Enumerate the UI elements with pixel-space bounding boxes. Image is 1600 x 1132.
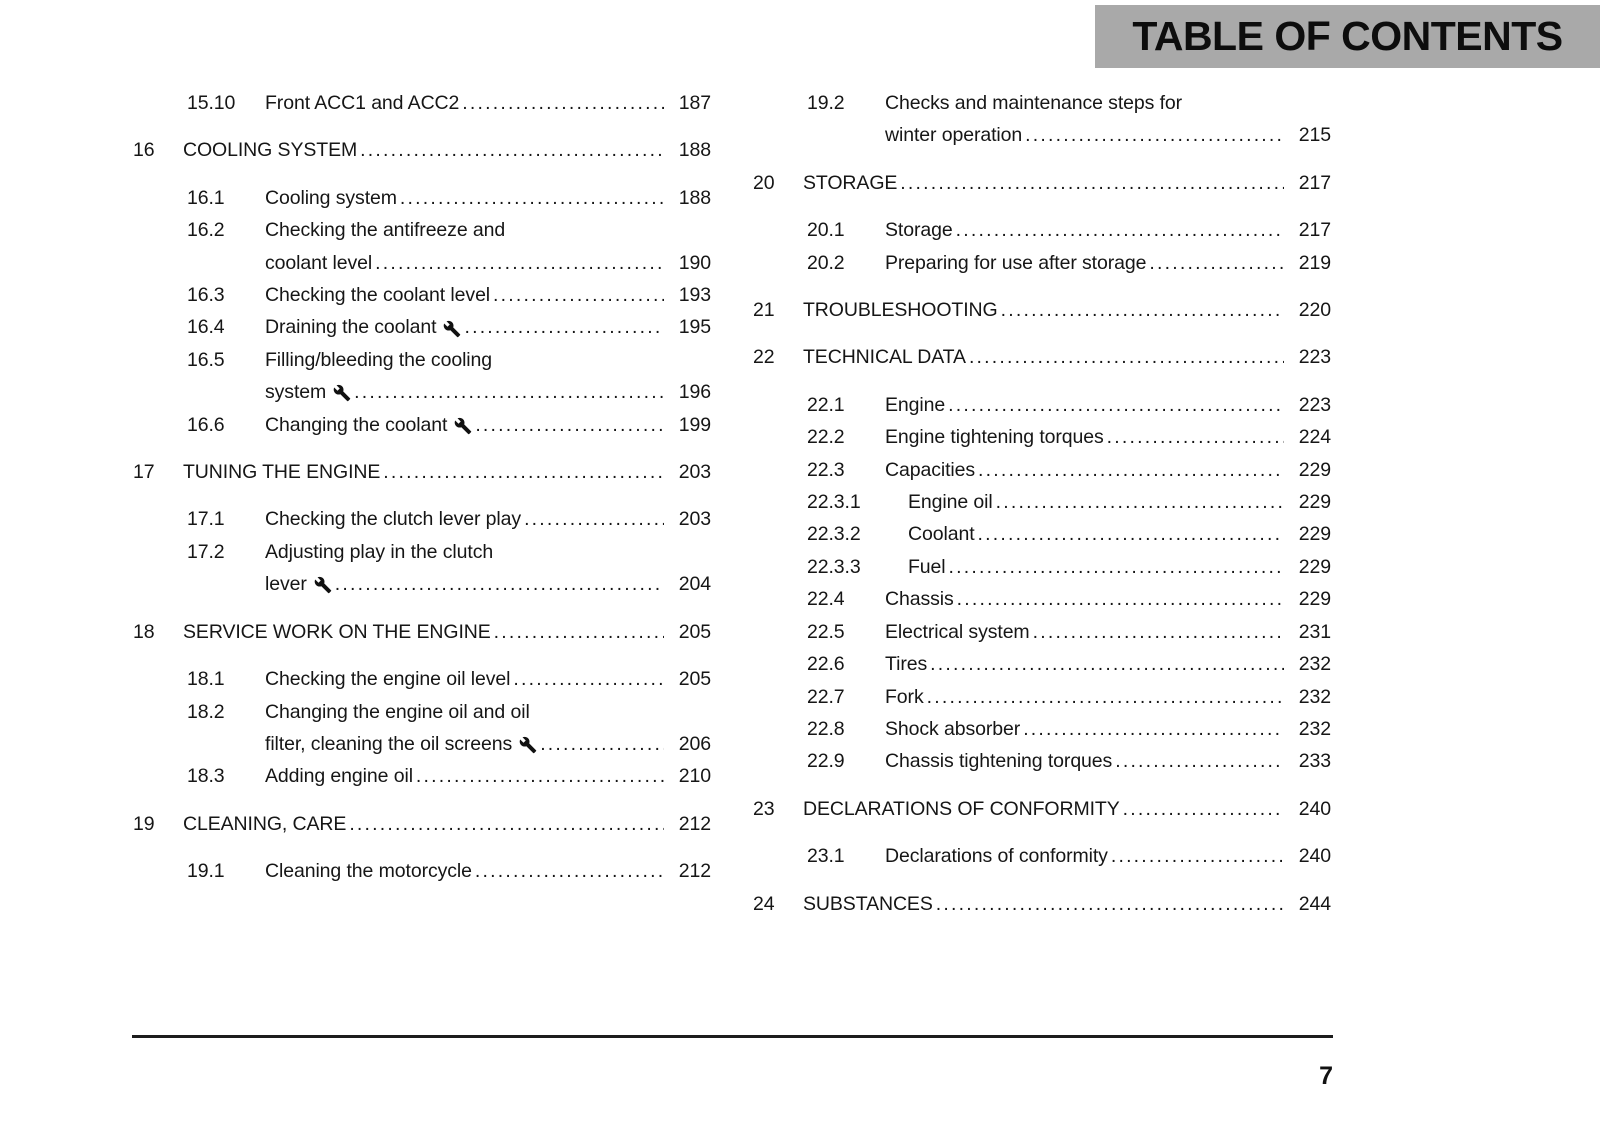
- entry-label: TROUBLESHOOTING: [803, 299, 998, 322]
- toc-chapter-entry: [753, 888, 1331, 920]
- toc-column-right: [753, 87, 1331, 935]
- entry-page-number: 223: [1298, 346, 1331, 369]
- entry-label: Checking the clutch lever play: [265, 508, 522, 531]
- entry-line: [885, 87, 1331, 119]
- entry-content: [885, 454, 1331, 486]
- entry-content: [885, 583, 1331, 615]
- entry-label: SUBSTANCES: [803, 892, 933, 915]
- entry-label: COOLING SYSTEM: [183, 139, 358, 162]
- toc-entry: [133, 503, 711, 535]
- toc-entry: [753, 551, 1331, 583]
- entry-label: Checking the coolant level: [265, 284, 491, 307]
- toc-entry: [133, 536, 711, 601]
- entry-label: Checking the engine oil level: [265, 668, 511, 691]
- toc-entry: [133, 696, 711, 761]
- toc-chapter-entry: [753, 167, 1331, 199]
- entry-content: [265, 855, 711, 887]
- entry-page-number: 232: [1298, 685, 1331, 708]
- toc-column-left: [133, 87, 711, 935]
- entry-number: 22.1: [807, 393, 845, 416]
- toc-entry: [753, 616, 1331, 648]
- page-title: TABLE OF CONTENTS: [1132, 13, 1563, 59]
- dot-leader: [383, 456, 664, 488]
- entry-content: [183, 616, 711, 648]
- entry-page-number: 188: [678, 186, 711, 209]
- entry-content: [908, 518, 1331, 550]
- entry-label: CLEANING, CARE: [183, 812, 347, 835]
- entry-page-number: 193: [678, 284, 711, 307]
- entry-page-number: 212: [678, 812, 711, 835]
- entry-page-number: 199: [678, 413, 711, 436]
- toc-chapter-entry: [133, 456, 711, 488]
- entry-page-number: 240: [1298, 797, 1331, 820]
- entry-label: Electrical system: [885, 620, 1030, 643]
- entry-page-number: 229: [1298, 588, 1331, 611]
- entry-content: [183, 456, 711, 488]
- toc-entry: [133, 87, 711, 119]
- dot-leader: [375, 247, 664, 279]
- entry-number: 22.6: [807, 653, 845, 676]
- entry-label: system: [265, 381, 327, 404]
- toc-entry: [753, 247, 1331, 279]
- toc-entry: [753, 214, 1331, 246]
- toc-entry: [133, 311, 711, 343]
- entry-page-number: 219: [1298, 251, 1331, 274]
- entry-label: Fuel: [908, 555, 946, 578]
- toc-entry: [753, 681, 1331, 713]
- entry-label: Tires: [885, 653, 928, 676]
- entry-number: 22.3.2: [807, 523, 861, 546]
- entry-line: [265, 247, 711, 279]
- entry-number: 19.1: [187, 860, 225, 883]
- entry-label: coolant level: [265, 251, 373, 274]
- dot-leader: [335, 568, 664, 600]
- entry-number: 17: [133, 461, 155, 484]
- dot-leader: [1115, 745, 1284, 777]
- entry-number: 16.5: [187, 348, 225, 371]
- entry-content: [265, 409, 711, 441]
- toc-chapter-entry: [133, 134, 711, 166]
- entry-page-number: 224: [1298, 426, 1331, 449]
- entry-label: Changing the engine oil and oil: [265, 700, 530, 723]
- dot-leader: [900, 167, 1284, 199]
- dot-leader: [475, 855, 664, 887]
- entry-content: [265, 503, 711, 535]
- entry-content: [803, 167, 1331, 199]
- entry-label: Checking the antifreeze and: [265, 219, 506, 242]
- toc-entry: [133, 663, 711, 695]
- toc-entry: [753, 389, 1331, 421]
- entry-page-number: 244: [1298, 892, 1331, 915]
- toc-entry: [753, 840, 1331, 872]
- dot-leader: [948, 389, 1284, 421]
- entry-line: [183, 456, 711, 488]
- entry-number: 22.3.1: [807, 491, 861, 514]
- entry-page-number: 232: [1298, 717, 1331, 740]
- entry-label: Engine: [885, 393, 946, 416]
- toc-entry: [133, 760, 711, 792]
- dot-leader: [475, 409, 664, 441]
- entry-page-number: 204: [678, 573, 711, 596]
- entry-number: 18.2: [187, 700, 225, 723]
- entry-page-number: 196: [678, 381, 711, 404]
- entry-line: [265, 663, 711, 695]
- entry-label: Checks and maintenance steps for: [885, 92, 1183, 114]
- entry-line: [183, 808, 711, 840]
- entry-label: TECHNICAL DATA: [803, 346, 966, 369]
- dot-leader: [494, 616, 664, 648]
- entry-page-number: 229: [1298, 458, 1331, 481]
- entry-line: [885, 713, 1331, 745]
- entry-line: [803, 888, 1331, 920]
- entry-number: 19: [133, 812, 155, 835]
- entry-label: Changing the coolant: [265, 413, 448, 436]
- entry-page-number: 240: [1298, 845, 1331, 868]
- entry-label: Shock absorber: [885, 717, 1021, 740]
- dot-leader: [957, 583, 1284, 615]
- entry-line: [265, 279, 711, 311]
- entry-content: [885, 214, 1331, 246]
- entry-line: [265, 182, 711, 214]
- entry-content: [908, 486, 1331, 518]
- dot-leader: [978, 518, 1284, 550]
- entry-page-number: 188: [678, 139, 711, 162]
- entry-page-number: 217: [1298, 219, 1331, 242]
- entry-number: 16.2: [187, 219, 225, 242]
- toc-chapter-entry: [753, 341, 1331, 373]
- entry-number: 18: [133, 620, 155, 643]
- dot-leader: [1107, 421, 1284, 453]
- entry-content: [265, 696, 711, 761]
- toc-entry: [753, 713, 1331, 745]
- toc-entry: [133, 182, 711, 214]
- entry-label: Capacities: [885, 458, 976, 481]
- entry-label: Engine oil: [908, 491, 993, 514]
- dot-leader: [1149, 247, 1284, 279]
- entry-page-number: 229: [1298, 491, 1331, 514]
- entry-content: [885, 247, 1331, 279]
- dot-leader: [978, 454, 1284, 486]
- entry-number: 23: [753, 797, 775, 820]
- entry-number: 16.3: [187, 284, 225, 307]
- entry-page-number: 190: [678, 251, 711, 274]
- dot-leader: [1023, 713, 1284, 745]
- entry-content: [803, 341, 1331, 373]
- entry-page-number: 223: [1298, 393, 1331, 416]
- entry-content: [265, 214, 711, 279]
- page-number: 7: [1319, 1062, 1333, 1090]
- entry-page-number: 203: [678, 461, 711, 484]
- entry-line: [265, 728, 711, 760]
- entry-line: [265, 696, 711, 728]
- dot-leader: [1111, 840, 1284, 872]
- entry-label: Filling/bleeding the cooling: [265, 348, 493, 371]
- entry-content: [265, 760, 711, 792]
- entry-label: Cooling system: [265, 186, 397, 209]
- entry-content: [885, 87, 1331, 152]
- entry-line: [885, 389, 1331, 421]
- dot-leader: [930, 648, 1284, 680]
- entry-label: Coolant: [908, 523, 975, 546]
- entry-content: [885, 681, 1331, 713]
- wrench-icon: [314, 576, 332, 594]
- entry-number: 19.2: [807, 92, 845, 114]
- entry-content: [265, 279, 711, 311]
- wrench-icon: [333, 384, 351, 402]
- toc-entry: [133, 214, 711, 279]
- entry-number: 23.1: [807, 845, 845, 868]
- entry-number: 22.9: [807, 750, 845, 773]
- entry-label: STORAGE: [803, 171, 898, 194]
- entry-line: [885, 745, 1331, 777]
- toc-entry: [753, 745, 1331, 777]
- entry-label: lever: [265, 573, 307, 596]
- table-of-contents: [133, 87, 1331, 935]
- entry-line: [803, 294, 1331, 326]
- entry-page-number: 229: [1298, 555, 1331, 578]
- dot-leader: [464, 311, 664, 343]
- toc-entry: [133, 279, 711, 311]
- dot-leader: [996, 486, 1284, 518]
- entry-line: [265, 536, 711, 568]
- entry-content: [803, 294, 1331, 326]
- toc-entry: [753, 486, 1331, 518]
- entry-line: [885, 421, 1331, 453]
- toc-entry: [753, 421, 1331, 453]
- entry-page-number: 217: [1298, 171, 1331, 194]
- entry-page-number: 195: [678, 316, 711, 339]
- dot-leader: [354, 376, 664, 408]
- wrench-icon: [443, 320, 461, 338]
- dot-leader: [400, 182, 664, 214]
- entry-label: Declarations of conformity: [885, 845, 1108, 868]
- entry-number: 22.4: [807, 588, 845, 611]
- entry-number: 21: [753, 299, 775, 322]
- entry-content: [265, 536, 711, 601]
- entry-content: [183, 134, 711, 166]
- entry-label: winter operation: [885, 124, 1023, 147]
- entry-page-number: 233: [1298, 750, 1331, 773]
- entry-line: [265, 214, 711, 246]
- entry-content: [885, 648, 1331, 680]
- entry-line: [803, 341, 1331, 373]
- toc-entry: [753, 518, 1331, 550]
- entry-line: [803, 167, 1331, 199]
- entry-label: Chassis: [885, 588, 954, 611]
- entry-label: DECLARATIONS OF CONFORMITY: [803, 797, 1120, 820]
- entry-label: Preparing for use after storage: [885, 251, 1147, 274]
- entry-page-number: 229: [1298, 523, 1331, 546]
- entry-number: 17.1: [187, 508, 225, 531]
- entry-label: Storage: [885, 219, 953, 242]
- entry-content: [803, 888, 1331, 920]
- entry-label: SERVICE WORK ON THE ENGINE: [183, 620, 491, 643]
- entry-number: 16.4: [187, 316, 225, 339]
- toc-entry: [133, 855, 711, 887]
- entry-line: [265, 568, 711, 600]
- dot-leader: [1025, 119, 1284, 151]
- entry-label: TUNING THE ENGINE: [183, 461, 381, 484]
- entry-content: [265, 344, 711, 409]
- toc-chapter-entry: [753, 793, 1331, 825]
- entry-label: filter, cleaning the oil screens: [265, 732, 513, 755]
- entry-page-number: 187: [678, 92, 711, 114]
- entry-number: 22: [753, 346, 775, 369]
- entry-label: Cleaning the motorcycle: [265, 860, 472, 883]
- entry-number: 18.1: [187, 668, 225, 691]
- entry-page-number: 205: [678, 620, 711, 643]
- footer-rule: [132, 1035, 1333, 1038]
- entry-number: 16.6: [187, 413, 225, 436]
- entry-line: [885, 247, 1331, 279]
- entry-line: [908, 551, 1331, 583]
- wrench-icon: [519, 736, 537, 754]
- dot-leader: [540, 728, 664, 760]
- entry-content: [885, 745, 1331, 777]
- entry-number: 22.7: [807, 685, 845, 708]
- entry-line: [265, 503, 711, 535]
- dot-leader: [936, 888, 1284, 920]
- dot-leader: [524, 503, 664, 535]
- entry-line: [885, 840, 1331, 872]
- entry-content: [265, 182, 711, 214]
- entry-line: [885, 583, 1331, 615]
- entry-number: 16.1: [187, 186, 225, 209]
- entry-line: [265, 409, 711, 441]
- dot-leader: [949, 551, 1284, 583]
- toc-entry: [753, 648, 1331, 680]
- dot-leader: [1033, 616, 1284, 648]
- toc-entry: [753, 454, 1331, 486]
- entry-line: [265, 87, 711, 119]
- toc-chapter-entry: [753, 294, 1331, 326]
- dot-leader: [513, 663, 664, 695]
- entry-content: [885, 389, 1331, 421]
- entry-line: [885, 454, 1331, 486]
- entry-page-number: 220: [1298, 299, 1331, 322]
- toc-entry: [133, 344, 711, 409]
- entry-number: 22.3: [807, 458, 845, 481]
- entry-content: [803, 793, 1331, 825]
- entry-content: [265, 311, 711, 343]
- entry-line: [908, 486, 1331, 518]
- entry-label: Front ACC1 and ACC2: [265, 92, 460, 114]
- entry-label: Engine tightening torques: [885, 426, 1104, 449]
- entry-label: Fork: [885, 685, 924, 708]
- entry-page-number: 215: [1298, 124, 1331, 147]
- entry-number: 22.5: [807, 620, 845, 643]
- entry-page-number: 210: [678, 765, 711, 788]
- toc-entry: [133, 409, 711, 441]
- entry-page-number: 206: [678, 732, 711, 755]
- entry-number: 22.2: [807, 426, 845, 449]
- header-bar: [1095, 5, 1600, 68]
- entry-number: 15.10: [187, 92, 236, 114]
- entry-line: [885, 119, 1331, 151]
- entry-label: Chassis tightening torques: [885, 750, 1113, 773]
- entry-line: [908, 518, 1331, 550]
- dot-leader: [360, 134, 664, 166]
- entry-content: [885, 421, 1331, 453]
- entry-number: 18.3: [187, 765, 225, 788]
- entry-label: Draining the coolant: [265, 316, 437, 339]
- dot-leader: [1001, 294, 1284, 326]
- entry-line: [885, 616, 1331, 648]
- dot-leader: [462, 87, 664, 119]
- entry-number: 20.2: [807, 251, 845, 274]
- dot-leader: [927, 681, 1284, 713]
- entry-page-number: 232: [1298, 653, 1331, 676]
- entry-line: [265, 376, 711, 408]
- toc-entry: [753, 87, 1331, 152]
- entry-number: 17.2: [187, 540, 225, 563]
- entry-number: 20.1: [807, 219, 845, 242]
- entry-page-number: 205: [678, 668, 711, 691]
- entry-content: [885, 840, 1331, 872]
- entry-number: 22.8: [807, 717, 845, 740]
- entry-content: [885, 713, 1331, 745]
- wrench-icon: [454, 417, 472, 435]
- entry-number: 24: [753, 892, 775, 915]
- dot-leader: [956, 214, 1284, 246]
- entry-number: 16: [133, 139, 155, 162]
- entry-content: [265, 663, 711, 695]
- toc-chapter-entry: [133, 808, 711, 840]
- entry-line: [265, 344, 711, 376]
- dot-leader: [493, 279, 664, 311]
- entry-line: [265, 311, 711, 343]
- entry-content: [183, 808, 711, 840]
- dot-leader: [349, 808, 664, 840]
- entry-line: [265, 760, 711, 792]
- toc-chapter-entry: [133, 616, 711, 648]
- toc-entry: [753, 583, 1331, 615]
- dot-leader: [969, 341, 1284, 373]
- entry-line: [183, 134, 711, 166]
- dot-leader: [1123, 793, 1284, 825]
- entry-line: [885, 648, 1331, 680]
- entry-number: 22.3.3: [807, 555, 861, 578]
- entry-line: [803, 793, 1331, 825]
- entry-content: [265, 87, 711, 119]
- entry-label: Adjusting play in the clutch: [265, 540, 494, 563]
- entry-line: [885, 681, 1331, 713]
- entry-page-number: 203: [678, 508, 711, 531]
- dot-leader: [416, 760, 664, 792]
- entry-line: [885, 214, 1331, 246]
- entry-page-number: 231: [1298, 620, 1331, 643]
- entry-content: [908, 551, 1331, 583]
- entry-label: Adding engine oil: [265, 765, 413, 788]
- entry-page-number: 212: [678, 860, 711, 883]
- entry-number: 20: [753, 171, 775, 194]
- entry-content: [885, 616, 1331, 648]
- entry-line: [183, 616, 711, 648]
- entry-line: [265, 855, 711, 887]
